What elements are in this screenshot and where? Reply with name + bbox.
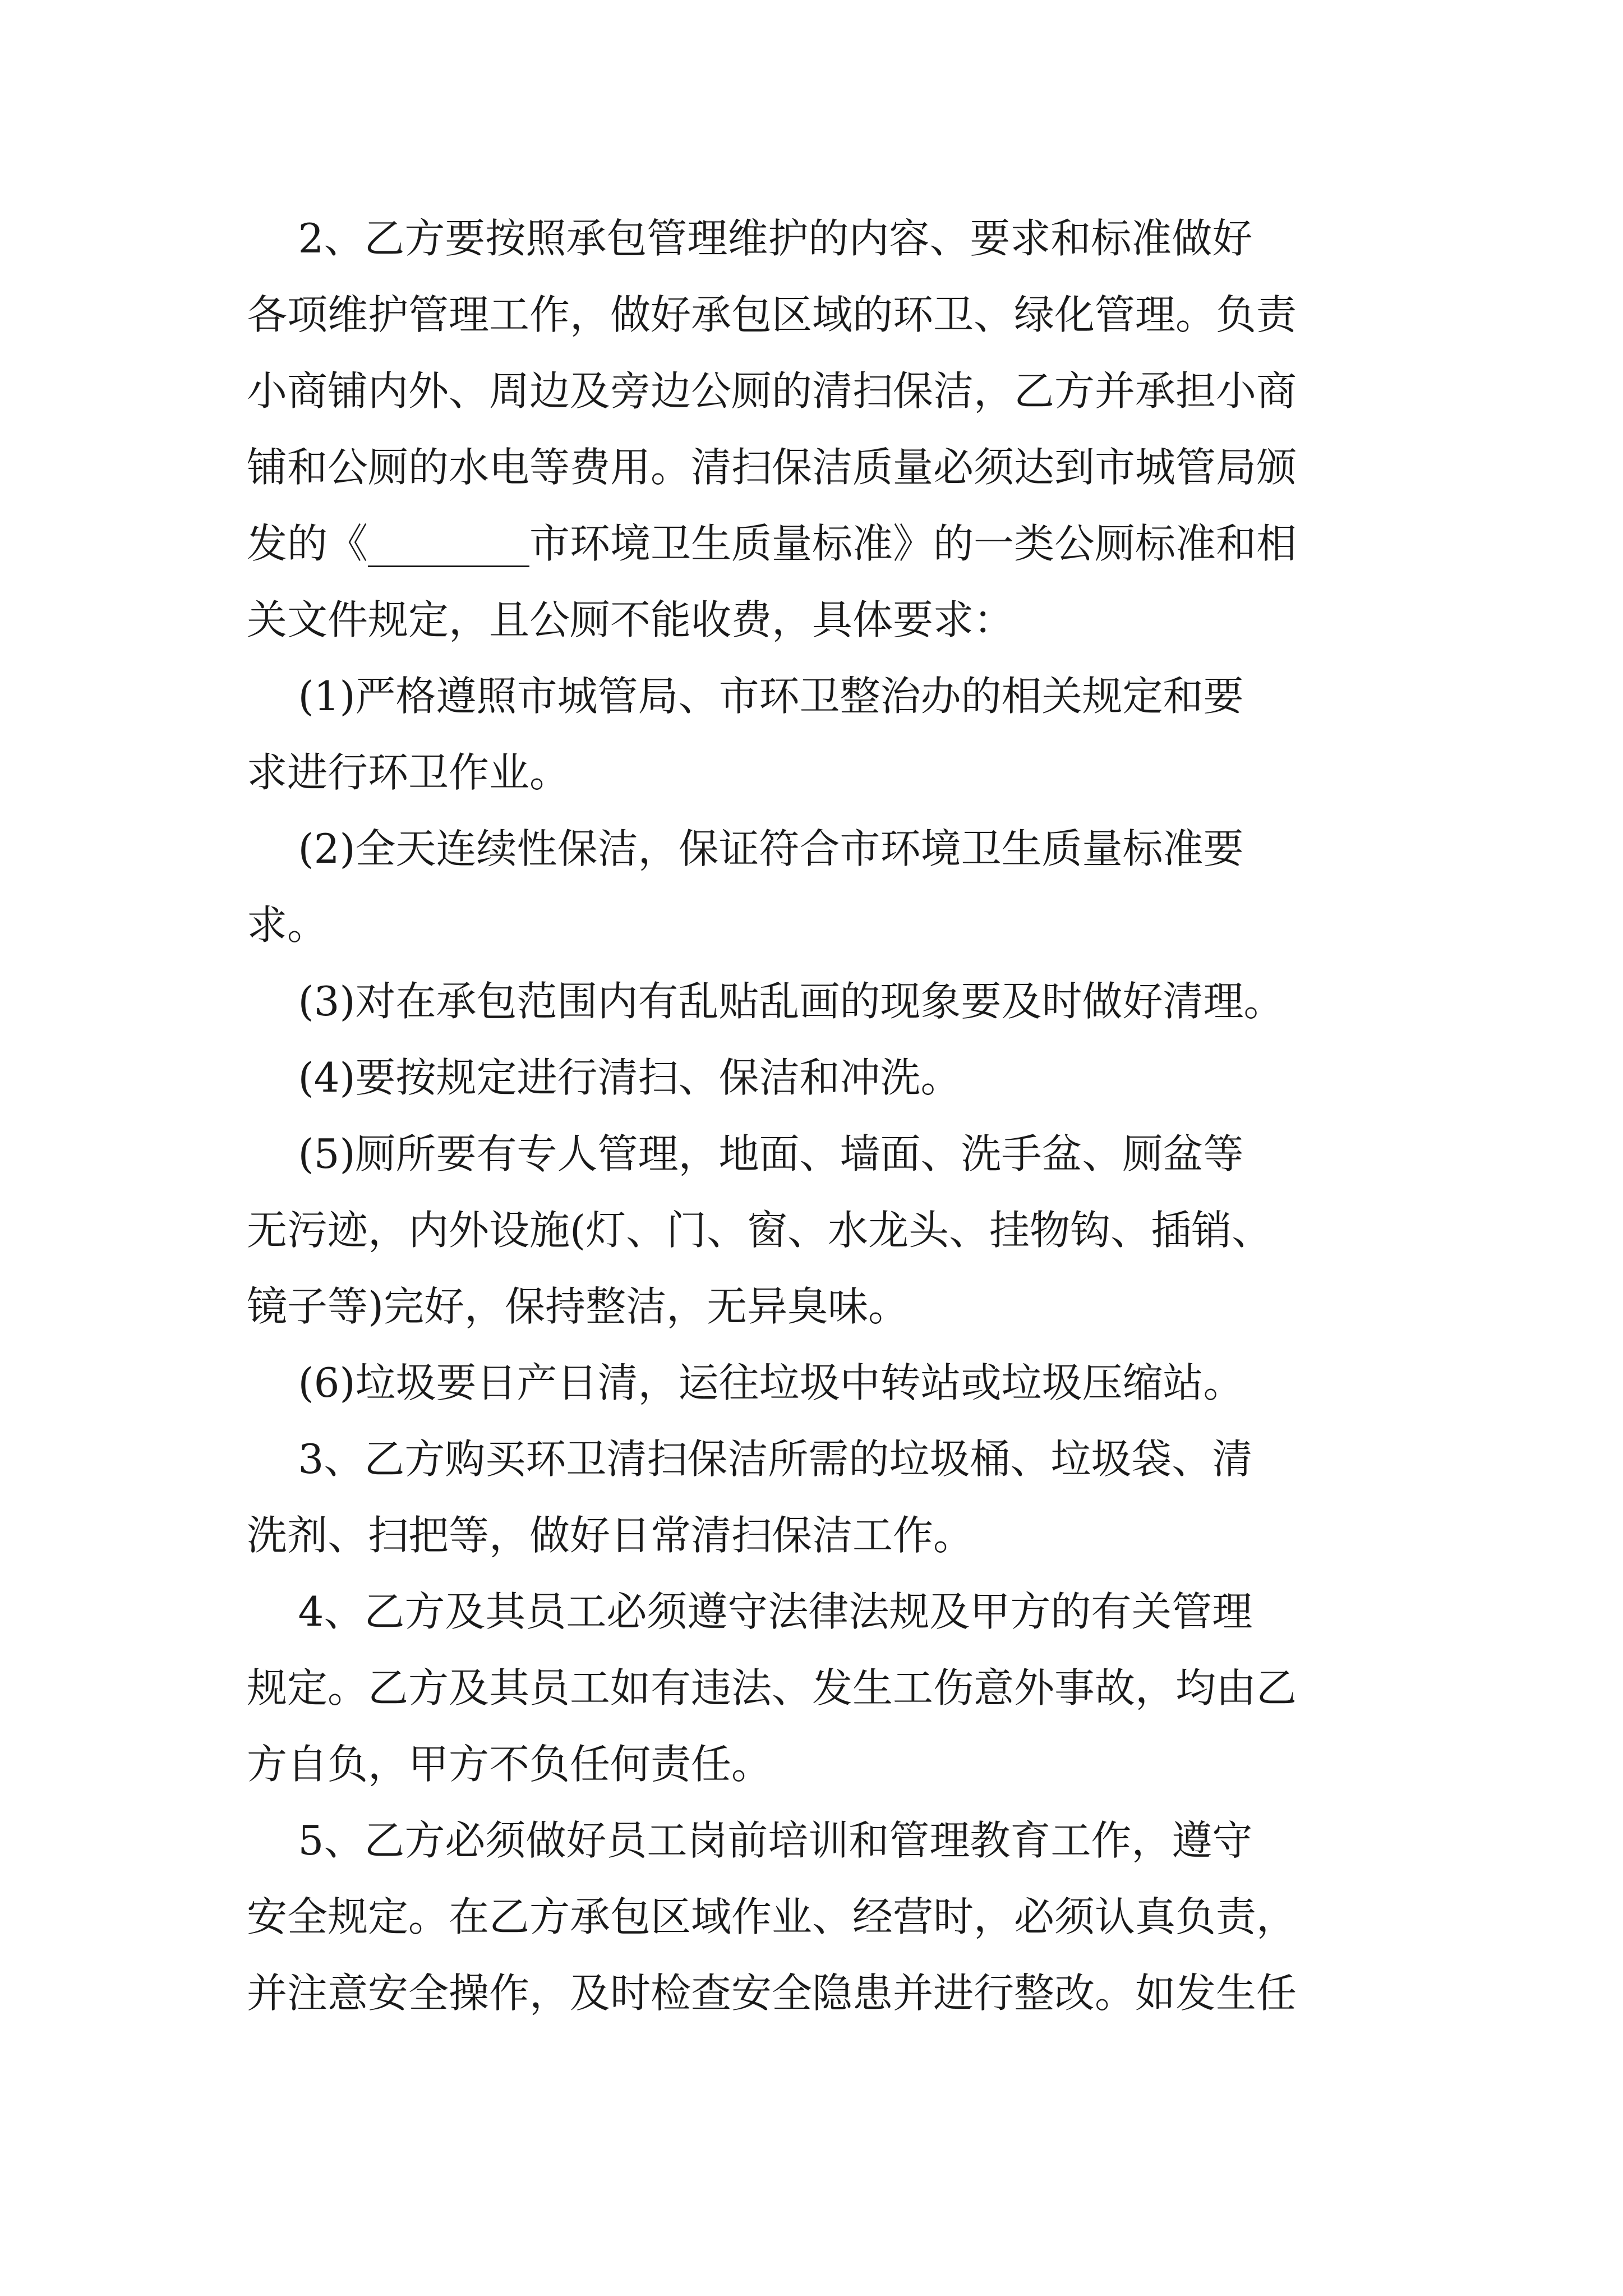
text-line: 4、乙方及其员工必须遵守法律法规及甲方的有关管理 bbox=[247, 1588, 1253, 1635]
text-line: 求进行环卫作业。 bbox=[247, 749, 570, 796]
text-line: 各项维护管理工作，做好承包区域的环卫、绿化管理。负责 bbox=[247, 291, 1297, 338]
text-line: 发的《________市环境卫生质量标准》的一类公厕标准和相 bbox=[247, 520, 1297, 567]
text-line: 铺和公厕的水电等费用。清扫保洁质量必须达到市城管局颁 bbox=[247, 444, 1297, 491]
text-line: 镜子等)完好，保持整洁，无异臭味。 bbox=[247, 1283, 909, 1330]
text-line: 关文件规定，且公厕不能收费，具体要求： bbox=[247, 596, 1015, 643]
text-line: 5、乙方必须做好员工岗前培训和管理教育工作，遵守 bbox=[247, 1817, 1253, 1864]
text-line: 3、乙方购买环卫清扫保洁所需的垃圾桶、垃圾袋、清 bbox=[247, 1435, 1253, 1483]
text-line: 小商铺内外、周边及旁边公厕的清扫保洁，乙方并承担小商 bbox=[247, 367, 1297, 415]
text-line: 规定。乙方及其员工如有违法、发生工伤意外事故，均由乙 bbox=[247, 1664, 1297, 1711]
text-line: 2、乙方要按照承包管理维护的内容、要求和标准做好 bbox=[247, 215, 1253, 262]
text-line: (6)垃圾要日产日清，运往垃圾中转站或垃圾压缩站。 bbox=[247, 1359, 1244, 1406]
text-line: 并注意安全操作，及时检查安全隐患并进行整改。如发生任 bbox=[247, 1970, 1297, 2017]
text-line: (5)厕所要有专人管理，地面、墙面、洗手盆、厕盆等 bbox=[247, 1130, 1244, 1177]
text-line: 安全规定。在乙方承包区域作业、经营时，必须认真负责， bbox=[247, 1893, 1297, 1940]
text-line: (1)严格遵照市城管局、市环卫整治办的相关规定和要 bbox=[247, 673, 1244, 720]
text-line: 方自负，甲方不负任何责任。 bbox=[247, 1741, 772, 1788]
text-line: (4)要按规定进行清扫、保洁和冲洗。 bbox=[247, 1054, 961, 1101]
text-line: 求。 bbox=[247, 901, 328, 949]
text-line: (2)全天连续性保洁，保证符合市环境卫生质量标准要 bbox=[247, 825, 1244, 872]
text-line: 洗剂、扫把等，做好日常清扫保洁工作。 bbox=[247, 1512, 974, 1559]
text-line: 无污迹，内外设施(灯、门、窗、水龙头、挂物钩、插销、 bbox=[247, 1207, 1272, 1254]
text-line: (3)对在承包范围内有乱贴乱画的现象要及时做好清理。 bbox=[247, 978, 1284, 1025]
